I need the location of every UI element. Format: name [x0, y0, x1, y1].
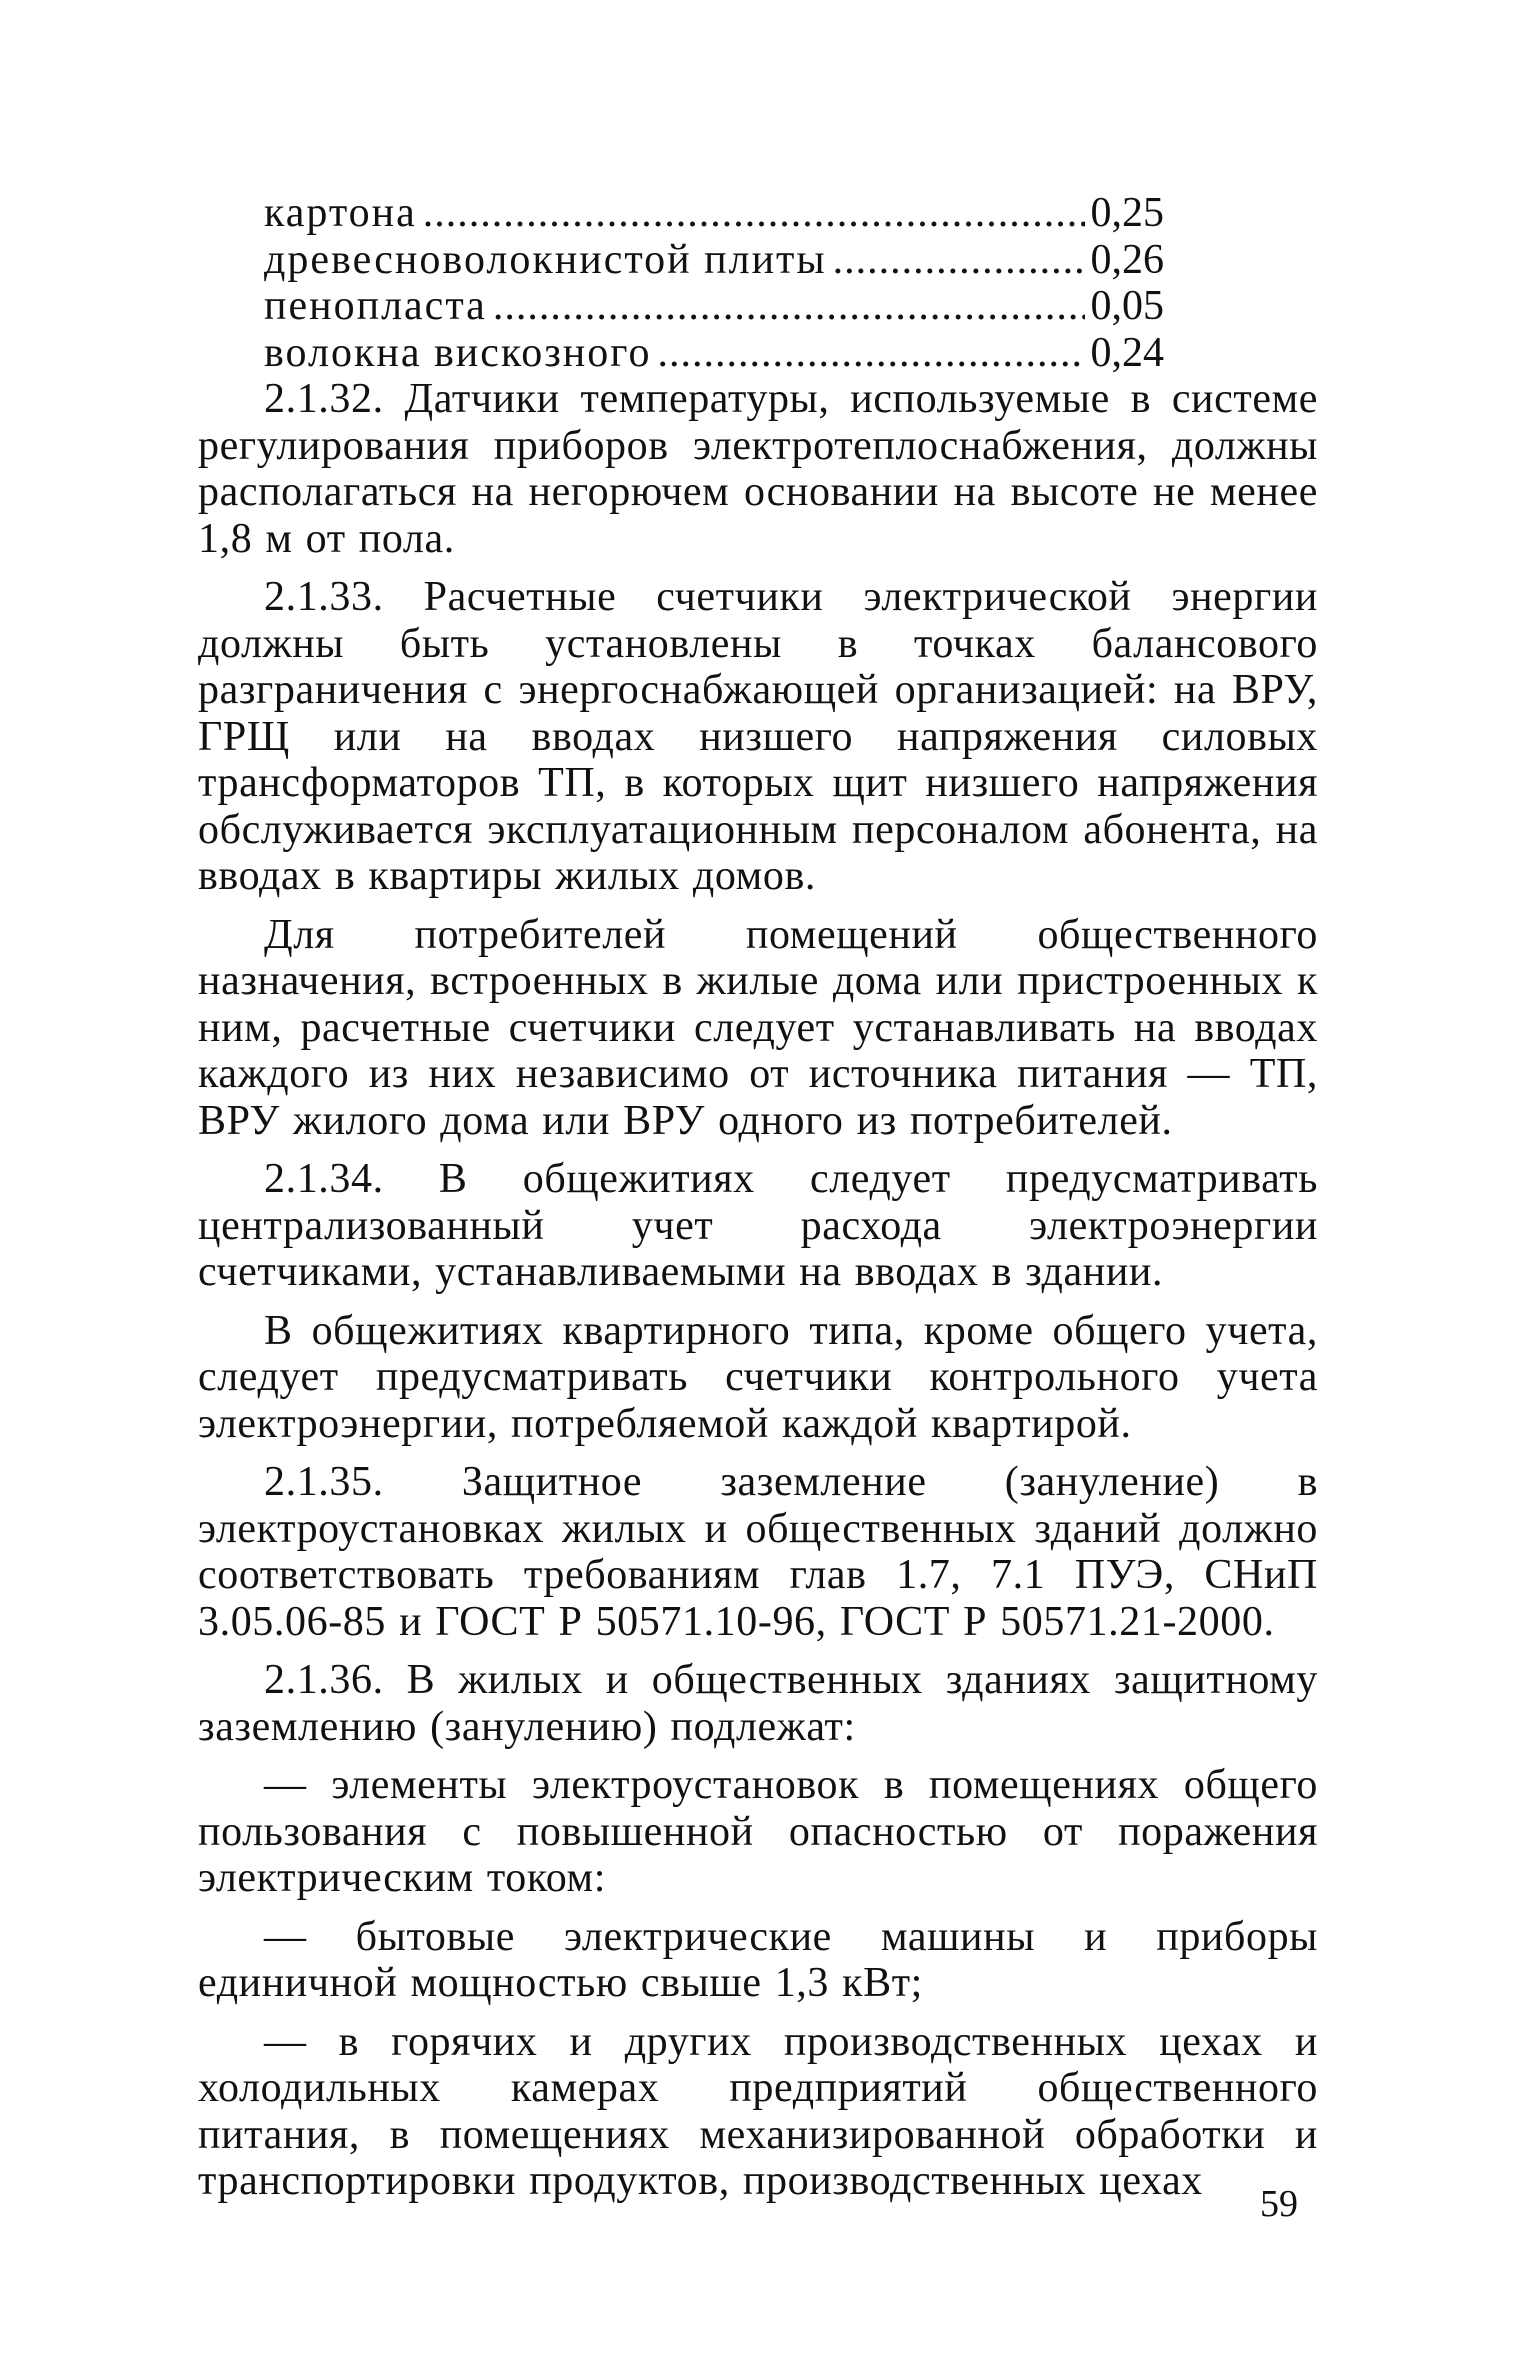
- paragraph-public-consumers: Для потребителей помещений общественного назначения, встроенных в жилые дома или пристроенных к ним, расчетные счетчики следует устанавливать на вводах каждого из них независимо от источника питания — ТП, ВРУ жилого дома или ВРУ одного из потребителей.: [198, 911, 1318, 1144]
- material-row: [264, 237, 1164, 284]
- material-name: пенопласта: [264, 283, 487, 329]
- page-number: 59: [1260, 2183, 1298, 2225]
- paragraph-2-1-33: 2.1.33. Расчетные счетчики электрической энергии должны быть установлены в точках балансового разграничения с энергоснабжающей организацией: на ВРУ, ГРЩ или на вводах низшего напряжения силовых трансформаторов ТП, в которых щит низшего напряжения обслуживается эксплуатационным персоналом абонента, на вводах в квартиры жилых домов.: [198, 574, 1318, 899]
- grounding-list: [198, 1762, 1318, 2205]
- material-value: 0,25: [1090, 190, 1164, 236]
- paragraph-2-1-32: 2.1.32. Датчики температуры, используемые в системе регулирования приборов электротеплоснабжения, должны располагаться на негорючем основании на высоте не менее 1,8 м от пола.: [198, 376, 1318, 562]
- material-value: 0,05: [1090, 283, 1164, 329]
- material-row: [264, 283, 1164, 330]
- material-name: древесноволокнистой плиты: [264, 236, 827, 283]
- material-row: [264, 330, 1164, 377]
- leader-dots: [423, 190, 1085, 237]
- paragraph-2-1-34: 2.1.34. В общежитиях следует предусматривать централизованный учет расхода электроэнергии счетчиками, устанавливаемыми на вводах в здании.: [198, 1156, 1318, 1295]
- leader-dots: [657, 330, 1084, 377]
- page-body: [198, 190, 1318, 2205]
- material-name: волокна вискозного: [264, 329, 652, 376]
- material-value: 0,26: [1090, 236, 1164, 283]
- list-item: — бытовые электрические машины и приборы единичной мощностью свыше 1,3 кВт;: [198, 1913, 1318, 2006]
- paragraph-apartment-dorms: В общежитиях квартирного типа, кроме общего учета, следует предусматривать счетчики контрольного учета электроэнергии, потребляемой каждой квартирой.: [198, 1307, 1318, 1447]
- list-item: — элементы электроустановок в помещениях общего пользования с повышенной опасностью от поражения электрическим током:: [198, 1762, 1318, 1901]
- material-row: [264, 190, 1164, 237]
- material-list: [264, 190, 1164, 376]
- material-name: картона: [264, 190, 417, 236]
- list-item: — в горячих и других производственных цехах и холодильных камерах предприятий общественного питания, в помещениях механизированной обработки и транспортировки продуктов, производственных цехах: [198, 2018, 1318, 2204]
- paragraph-2-1-35: 2.1.35. Защитное заземление (зануление) в электроустановках жилых и общественных зданий должно соответствовать требованиям глав 1.7, 7.1 ПУЭ, СНиП 3.05.06-85 и ГОСТ Р 50571.10-96, ГОСТ Р 50571.21-2000.: [198, 1459, 1318, 1645]
- leader-dots: [833, 237, 1085, 284]
- material-value: 0,24: [1090, 329, 1164, 376]
- leader-dots: [493, 283, 1085, 330]
- paragraph-2-1-36: 2.1.36. В жилых и общественных зданиях защитному заземлению (занулению) подлежат:: [198, 1657, 1318, 1750]
